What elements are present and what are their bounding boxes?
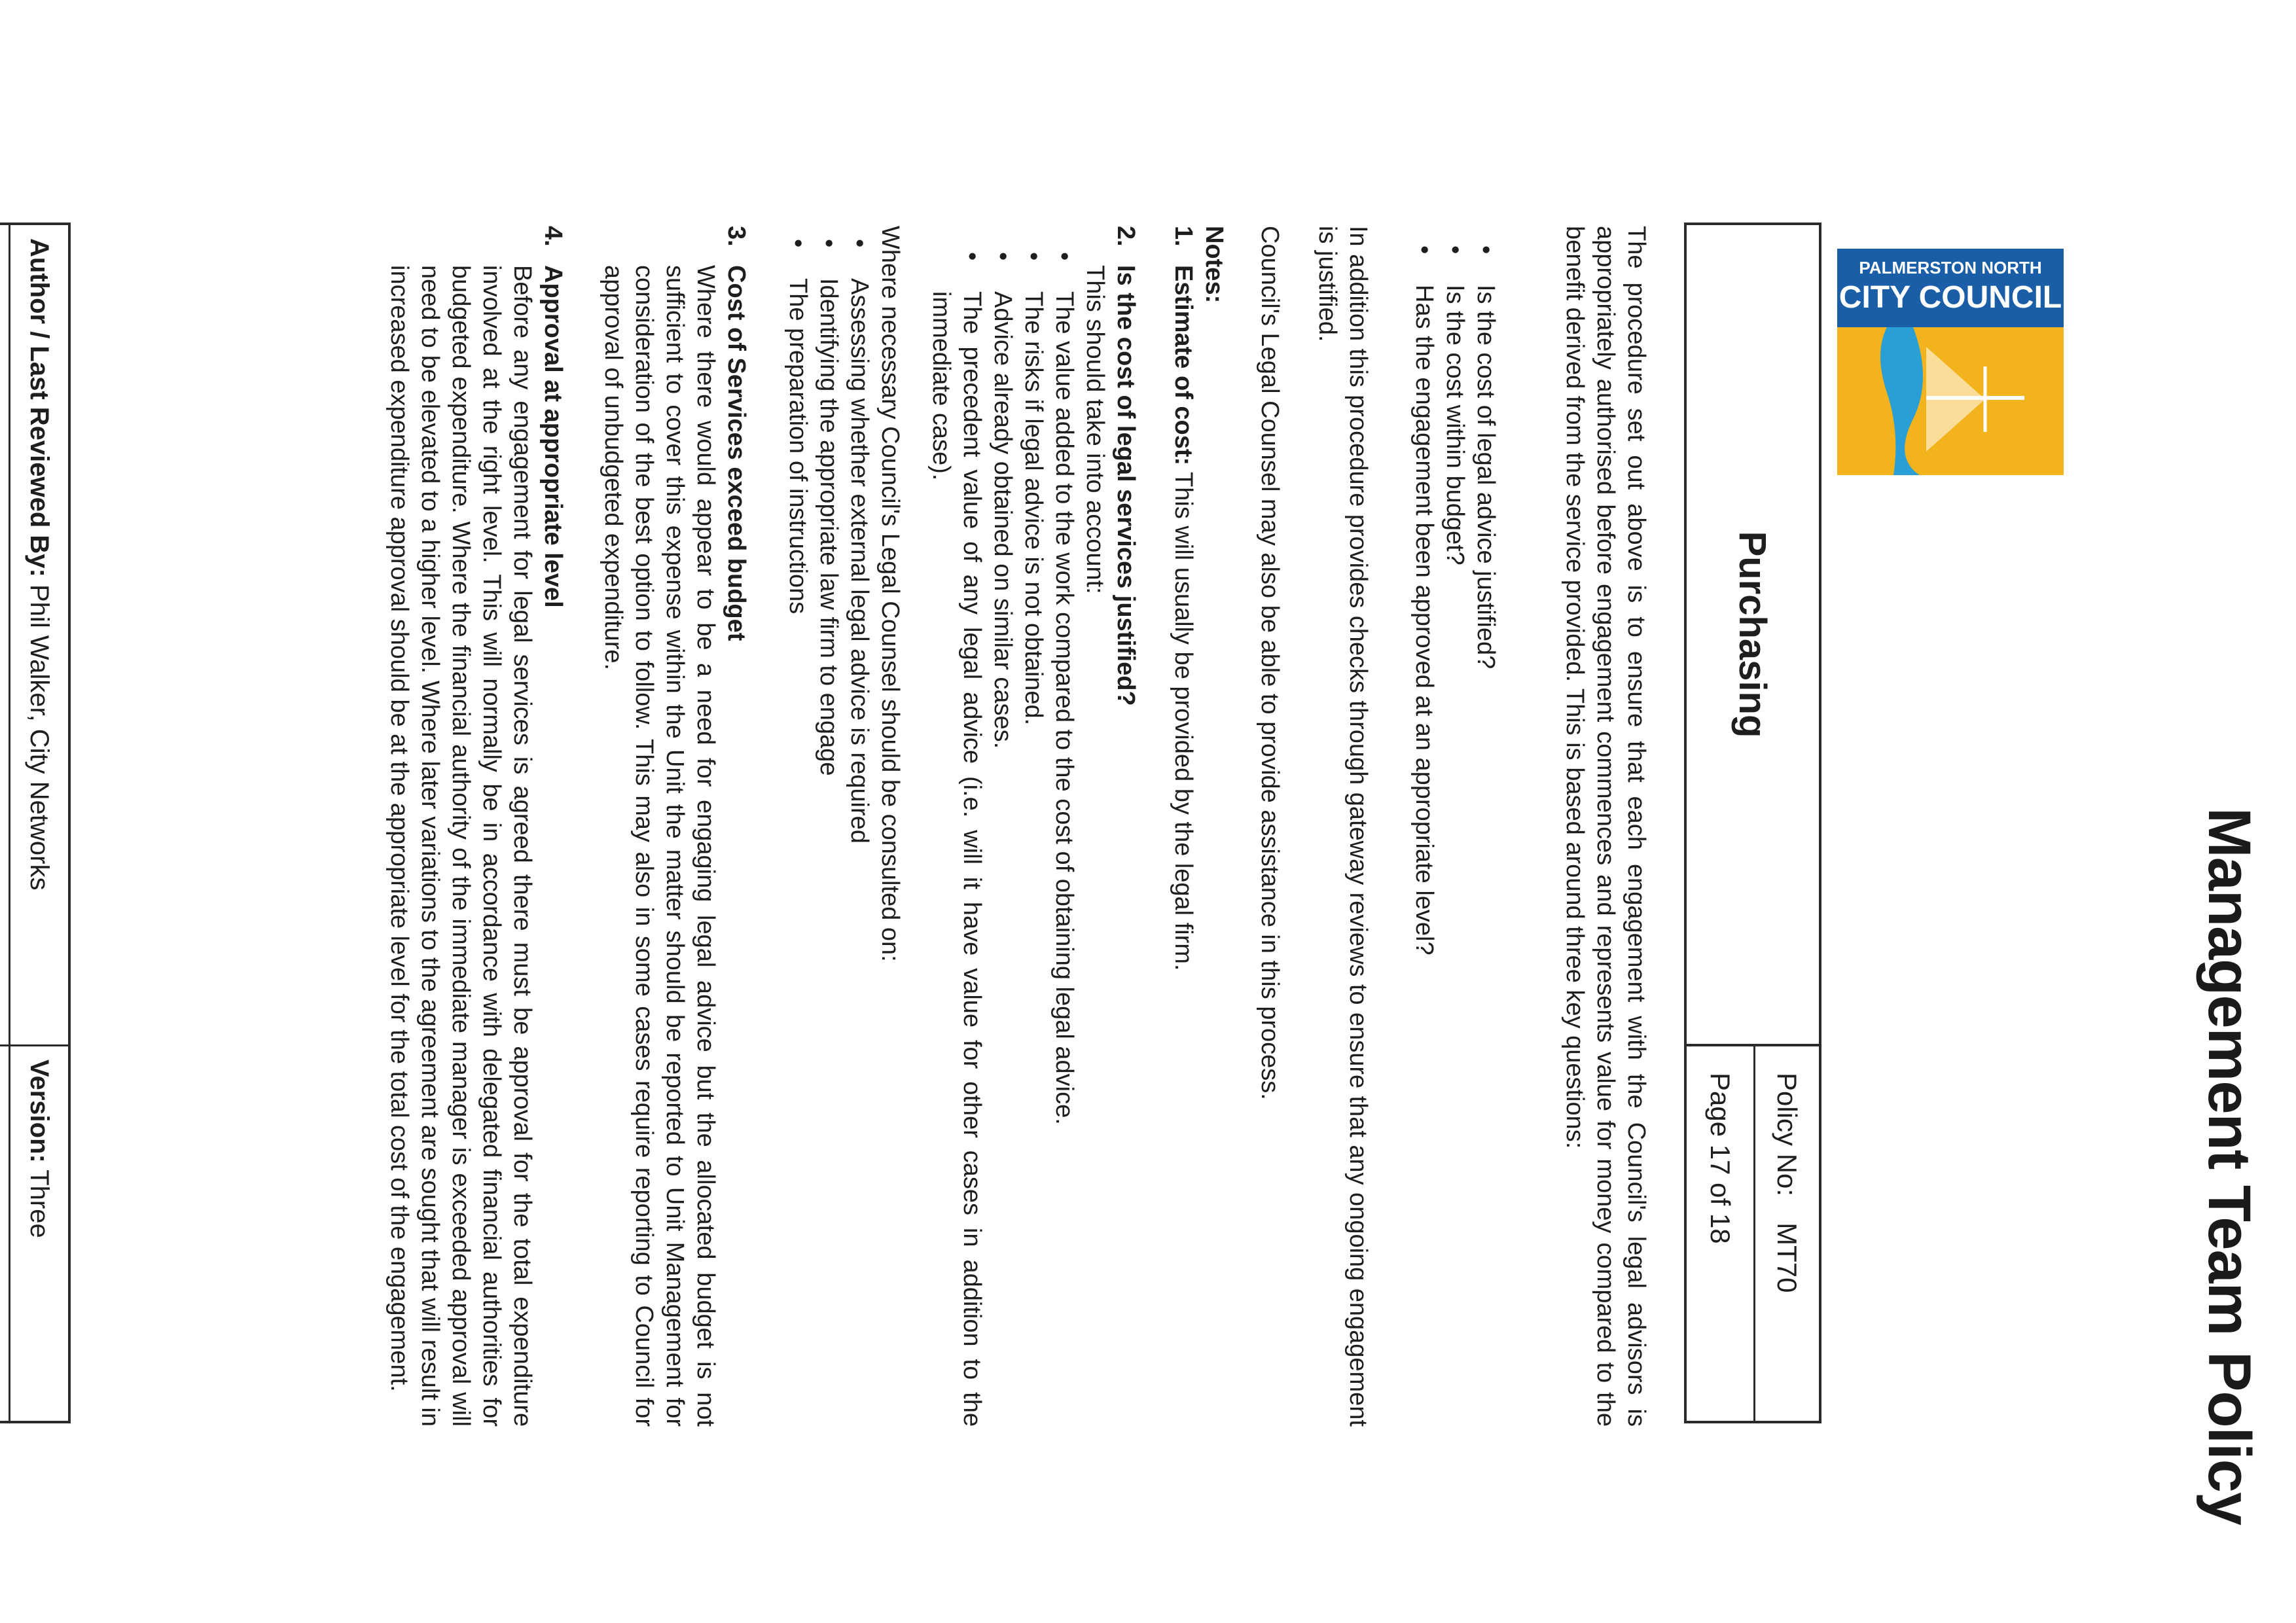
note-3-text: Where there would appear to be a need for engaging legal advice but the allocated budget is not sufficient to cover this expense within the Unit the matter should be reported to Unit Management for consideration of the best option to follow. This may also in some cases require reporting to Council for approval of unbudgeted expenditure. [600,265,719,1427]
note-2-body [925,265,1110,1427]
list-item: • Advice already obtained on similar cases. [987,252,1018,1427]
note-1-heading: Estimate of cost: [1170,265,1197,466]
footer-version [9,1046,68,1421]
note-1-number: 1. [1170,226,1197,247]
note-1-text: This will usually be provided by the legal firm. [1170,465,1197,971]
logo-line1: PALMERSTON NORTH [1859,258,2042,277]
intro-paragraph: The procedure set out above is to ensure that each engagement with the Council's legal advisors is appropriately authorised before engagement commences and represents value for money compared to the benefit derived from the service provided. This is based around three key questions: [1561,226,1650,1427]
note-2-heading-row [1110,226,1141,706]
note-2-number: 2. [1112,226,1139,247]
council-logo [1837,249,2064,475]
header-table [1684,223,1821,1423]
note-3-heading-row [721,226,751,641]
note-2-lead: This should take into account: [1081,265,1109,594]
version-value: Three [25,1162,54,1238]
list-item: • The value added to the work compared to the cost of obtaining legal advice. [1049,252,1079,1427]
policy-number-value: MT70 [1772,1222,1803,1293]
note-4-heading-row [537,226,568,608]
policy-number-label: Policy No: [1772,1073,1803,1197]
gateway-paragraph: In addition this procedure provides checks through gateway reviews to ensure that any ongoing engagement is justified. [1314,226,1372,1427]
list-item: • Identifying the appropriate law firm to engage [813,239,844,1427]
consult-block [782,226,905,1427]
author-value: Phil Walker, City Networks [25,577,54,891]
note-4-number: 4. [539,226,567,247]
page-number: Page 17 of 18 [1705,1073,1736,1244]
note-3-heading: Cost of Services exceed budget [723,265,750,641]
note-2-heading: Is the cost of legal services justified? [1112,265,1139,706]
council-logo-graphic [1837,249,2064,475]
counsel-paragraph: Council's Legal Counsel may also be able to provide assistance in this process. [1256,226,1283,1100]
list-item: • Is the cost of legal advice justified? [1470,245,1501,1423]
consult-lead: Where necessary Council's Legal Counsel should be consulted on: [876,226,904,962]
note-4-text: Before any engagement for legal services is agreed there must be approval for the total expenditure involved at the right level. This will normally be in accordance with delegated financial authorities for budgeted expenditure. Where the financial authority of the immediate manager is exceeded approval will need to be elevated to a higher level. Where later variations to the agreement are sought that will result in increased expenditure approval should be at the appropriate level for the total cost of the engagement. [386,265,536,1427]
logo-line2: CITY COUNCIL [1839,280,2062,315]
list-item: • Is the cost within budget? [1439,245,1470,1423]
note-3-number: 3. [723,226,750,247]
list-item: • Has the engagement been approved at an appropriate level? [1408,245,1439,1423]
questions-list [1408,245,1501,1423]
list-item: • The risks if legal advice is not obtained. [1018,252,1049,1427]
footer-adopted [0,225,9,1046]
notes-heading: Notes: [1200,226,1228,304]
author-label: Author / Last Reviewed By: [25,238,54,577]
section-title: Purchasing [1687,225,1819,1046]
list-item: • The preparation of instructions [782,239,813,1427]
note-4-heading: Approval at appropriate level [539,265,567,608]
list-item: • Assessing whether external legal advice is required [844,239,874,1427]
page-title: Management Team Policy [2196,808,2263,1525]
note-1 [1168,226,1198,1427]
list-item: • The precedent value of any legal advice (i.e. will it have value for other cases in addition to the immediate case). [925,252,987,1427]
footer-author [9,225,68,1046]
version-label: Version: [25,1060,54,1163]
footer-date [0,1046,9,1421]
footer-table [0,223,71,1423]
policy-number [1753,1046,1819,1421]
